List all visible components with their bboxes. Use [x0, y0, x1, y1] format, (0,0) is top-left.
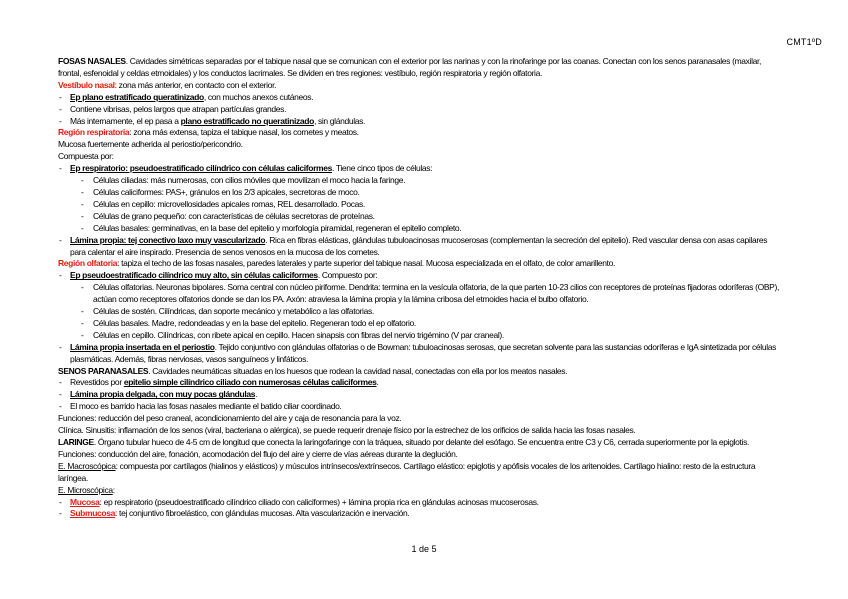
- paragraph-microscopica: E. Microscópica:: [58, 484, 115, 495]
- document-code: CMT1ºD: [786, 37, 822, 47]
- list-item: - Contiene vibrisas, pelos largos que atrapan partículas grandes.: [58, 104, 780, 116]
- heading-region-respiratoria: Región respiratoria: [58, 127, 130, 138]
- list-item: - Lámina propia delgada, con muy pocas glándulas.: [58, 389, 780, 401]
- document-body: [58, 56, 780, 520]
- text-line: Clínica. Sinusitis: inflamación de los senos (viral, bacteriana o alérgica), se puede requerir drenaje físico por la estrechez de los orificios de salida hacia las fosas nasales.: [58, 425, 636, 436]
- sub-list-item: - Células en cepillo. Cilíndricas, con ribete apical en cepillo. Hacen sinapsis con fibras del nervio trigémino (V par craneal).: [58, 330, 780, 342]
- heading-vestibulo: Vestíbulo nasal: [58, 79, 115, 90]
- sub-list-item: - Células ciliadas: más numerosas, con cilios móviles que movilizan el moco hacia la faringe.: [58, 175, 780, 187]
- list-item: - Submucosa: tej conjuntivo fibroelástico, con glándulas mucosas. Alta vascularización e inervación.: [58, 508, 780, 520]
- page-number: 1 de 5: [411, 544, 437, 554]
- list-item: - Lámina propia: tej conectivo laxo muy vascularizado. Rica en fibras elásticas, glándulas tubuloacinosas mucoserosas (complementan la secreción del epitelio). Red vascular densa con asas capilares para calentar el aire inspirado. Presencia de senos venosos en la mucosa de los cornetes.: [58, 235, 780, 259]
- list-item: - Revestidos por epitelio simple cilíndrico ciliado con numerosas células caliciformes.: [58, 377, 780, 389]
- paragraph-macroscopica: E. Macroscópica: compuesta por cartílagos (hialinos y elásticos) y músculos intrínsecos/extrínsecos. Cartílago elástico: epiglotis y apófisis vocales de los aritenoides. Cartílago hialino: resto de la estructura laríngea.: [58, 460, 756, 483]
- sub-list-item: - Células basales. Madre, redondeadas y en la base del epitelio. Regeneran todo el ep olfatorio.: [58, 318, 780, 330]
- text-line: Compuesta por:: [58, 151, 114, 162]
- text-line: Mucosa fuertemente adherida al periostio/pericondrio.: [58, 139, 243, 150]
- list-item: - Más internamente, el ep pasa a plano estratificado no queratinizado, sin glándulas.: [58, 116, 780, 128]
- heading-macroscopica: E. Macroscópica: [58, 460, 116, 471]
- list-item: - El moco es barrido hacia las fosas nasales mediante el batido ciliar coordinado.: [58, 401, 780, 413]
- sub-list-item: - Células olfatorias. Neuronas bipolares. Soma central con núcleo piriforme. Dendrita: termina en la vesícula olfatoria, de la que parten 10-23 cilios con receptores de proteínas fijadoras odoríferas (OBP), actúan como receptores olfatorios donde se dan los PA. Axón: atraviesa la lámina propia y la lámina cribosa del etmoides hacia el bulbo olfatorio.: [58, 282, 780, 306]
- list-item: - Lámina propia insertada en el periostio. Tejido conjuntivo con glándulas olfatorias o de Bowman: tubuloacinosas serosas, que secretan solvente para las sustancias odoríferas e IgA sintetizada por células plasmáticas. Además, fibras nerviosas, vasos sanguíneos y linfáticos.: [58, 342, 780, 366]
- list-item: - Ep plano estratificado queratinizado, con muchos anexos cutáneos.: [58, 92, 780, 104]
- sub-list-item: - Células de grano pequeño: con características de células secretoras de proteínas.: [58, 211, 780, 223]
- paragraph-senos-paranasales: SENOS PARANASALES. Cavidades neumáticas situadas en los huesos que rodean la cavidad nasal, conectadas con ella por los meatos nasales.: [58, 365, 568, 376]
- heading-senos-paranasales: SENOS PARANASALES: [58, 365, 149, 376]
- paragraph-vestibulo: Vestíbulo nasal: zona más anterior, en contacto con el exterior.: [58, 79, 277, 90]
- sub-list-item: - Células de sostén. Cilíndricas, dan soporte mecánico y metabólico a las olfatorias.: [58, 306, 780, 318]
- text-line: Funciones: reducción del peso craneal, acondicionamiento del aire y caja de resonancia para la voz.: [58, 413, 402, 424]
- heading-fosas-nasales: FOSAS NASALES: [58, 56, 126, 66]
- paragraph-laringe: LARINGE. Órgano tubular hueco de 4-5 cm de longitud que conecta la laringofaringe con la tráquea, situado por delante del esófago. Se encuentra entre C3 y C6, cerrada superiormente por la epiglotis. Funciones: conducción del aire, fonación, acomodación del flujo del aire y cierre de vías aéreas durante la deglución.: [58, 437, 749, 459]
- heading-region-olfatoria: Región olfatoria: [58, 258, 118, 269]
- paragraph-region-olfatoria: Región olfatoria: tapiza el techo de las fosas nasales, paredes laterales y parte superior del tabique nasal. Mucosa especializada en el olfato, de color amarillento.: [58, 258, 616, 269]
- paragraph-region-respiratoria: Región respiratoria: zona más extensa, tapiza el tabique nasal, los cornetes y meatos.: [58, 127, 359, 138]
- heading-laringe: LARINGE: [58, 437, 94, 447]
- list-item: - Ep respiratorio: pseudoestratificado cilíndrico con células caliciformes. Tiene cinco tipos de células:: [58, 163, 780, 175]
- sub-list-item: - Células basales: germinativas, en la base del epitelio y morfología piramidal, regeneran el epitelio completo.: [58, 223, 780, 235]
- heading-microscopica: E. Microscópica: [58, 484, 113, 495]
- sub-list-item: - Células caliciformes: PAS+, gránulos en los 2/3 apicales, secretoras de moco.: [58, 187, 780, 199]
- list-item: - Ep pseudoestratificado cilíndrico muy alto, sin células caliciformes. Compuesto por:: [58, 270, 780, 282]
- list-item: - Mucosa: ep respiratorio (pseudoestratificado cilíndrico ciliado con caliciformes) + lámina propia rica en glándulas acinosas mucoserosas.: [58, 497, 780, 509]
- paragraph-fosas-nasales: FOSAS NASALES. Cavidades simétricas separadas por el tabique nasal que se comunican con el exterior por las narinas y con la rinofaringe por las coanas. Conectan con los senos paranasales (maxilar, frontal, esfenoidal y celdas etmoidales) y los conductos lacrimales. Se dividen en tres regiones: vestíbulo, región respiratoria y región olfatoria.: [58, 56, 762, 78]
- sub-list-item: - Células en cepillo: microvellosidades apicales romas, REL desarrollado. Pocas.: [58, 199, 780, 211]
